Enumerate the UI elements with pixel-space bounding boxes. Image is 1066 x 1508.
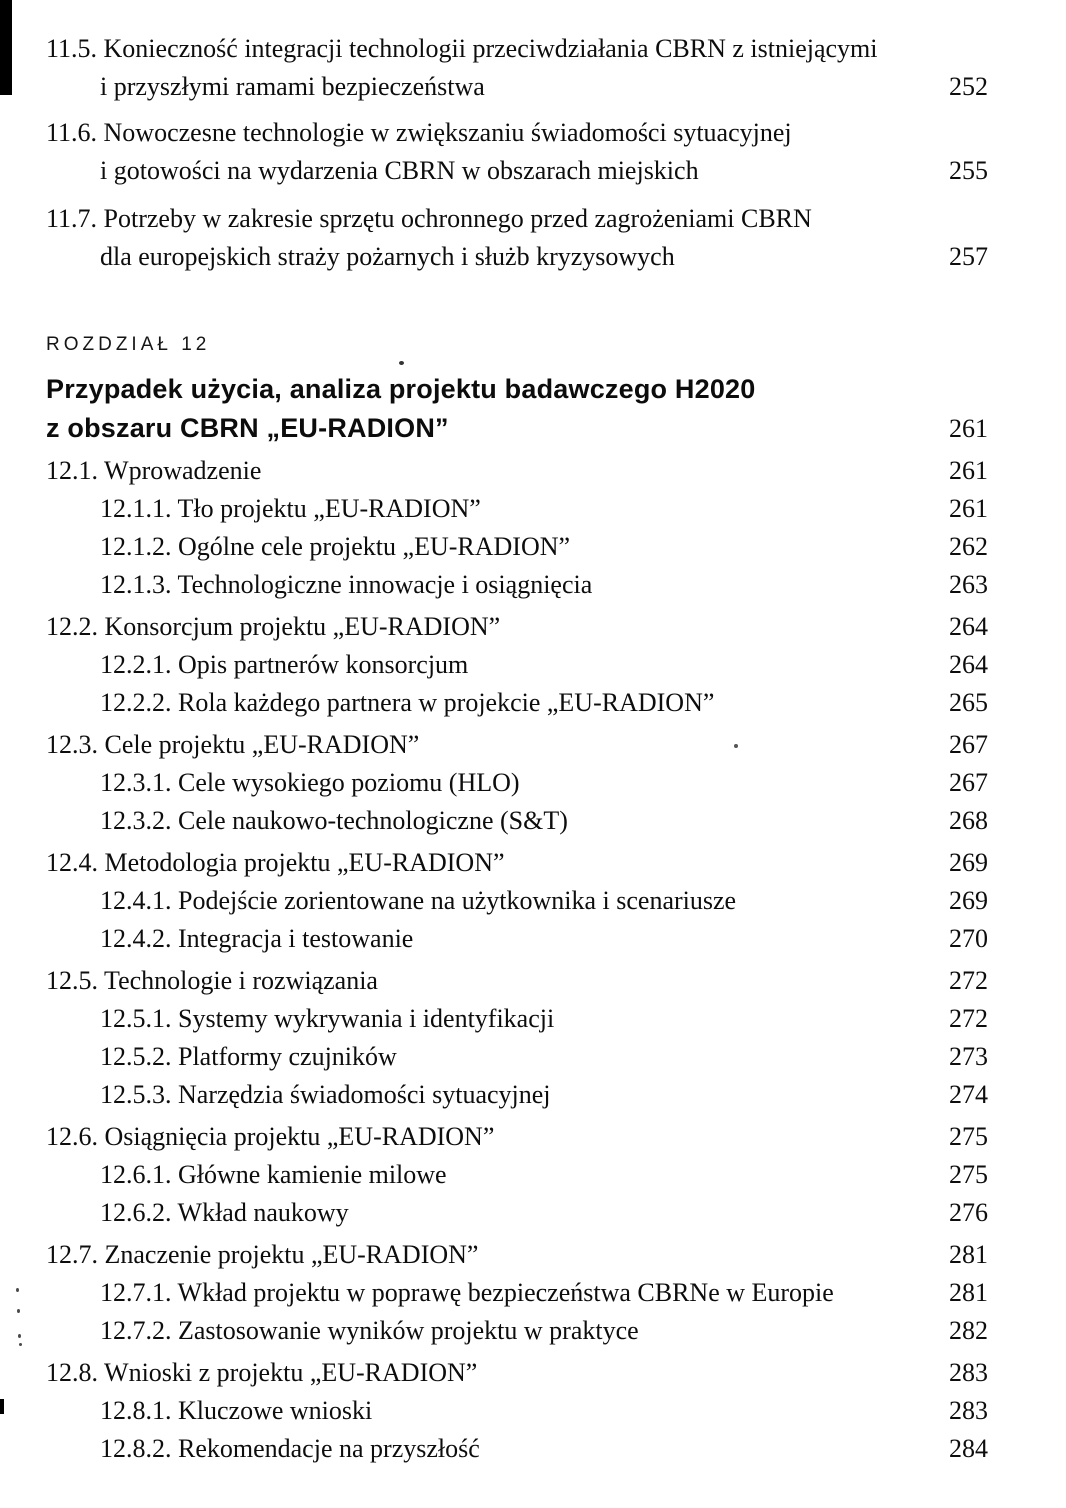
toc-entry-page: 263 (949, 570, 988, 599)
toc-entry-12-1-2 (46, 528, 988, 566)
scan-artifact-bar-top-left (0, 0, 12, 95)
scan-speck (17, 1309, 20, 1313)
toc-entry-text: 12.8.2. Rekomendacje na przyszłość (100, 1434, 480, 1463)
toc-entry-text: 12.6.1. Główne kamienie milowe (100, 1160, 447, 1189)
toc-entry-page: 269 (949, 886, 988, 915)
toc-entry-12-4-1 (46, 882, 988, 920)
toc-entry-page: 261 (949, 456, 988, 485)
toc-entry-11-7 (46, 200, 988, 276)
toc-entry-page: 270 (949, 924, 988, 953)
toc-entry-page: 283 (949, 1396, 988, 1425)
chapter-label: ROZDZIAŁ 12 (46, 334, 211, 355)
toc-entry-12-7-1 (46, 1274, 988, 1312)
toc-entry-page: 255 (949, 156, 988, 185)
toc-entry-text: 12.1.1. Tło projektu „EU-RADION” (100, 494, 481, 523)
toc-entry-12-3-1 (46, 764, 988, 802)
toc-entry-page: 283 (949, 1358, 988, 1387)
toc-entry-page: 274 (949, 1080, 988, 1109)
toc-entry-page: 275 (949, 1160, 988, 1189)
toc-entry-page: 282 (949, 1316, 988, 1345)
toc-entry-12-1-1 (46, 490, 988, 528)
toc-entry-page: 273 (949, 1042, 988, 1071)
toc-entry-12-2 (46, 608, 988, 646)
toc-entry-text: 12.3. Cele projektu „EU-RADION” (46, 730, 420, 759)
toc-entry-text: 12.8.1. Kluczowe wnioski (100, 1396, 373, 1425)
toc-entry-text: 12.8. Wnioski z projektu „EU-RADION” (46, 1358, 478, 1387)
toc-entry-text: 12.2. Konsorcjum projektu „EU-RADION” (46, 612, 501, 641)
toc-entry-text (46, 30, 932, 106)
toc-entry-text: 12.6. Osiągnięcia projektu „EU-RADION” (46, 1122, 495, 1151)
toc-entry-12-1-3 (46, 566, 988, 604)
toc-entry-text: 12.5. Technologie i rozwiązania (46, 966, 378, 995)
toc-entry-12-8-2 (46, 1430, 988, 1468)
toc-entry-text: 12.5.1. Systemy wykrywania i identyfikacji (100, 1004, 555, 1033)
toc-entry-page: 268 (949, 806, 988, 835)
toc-entry-page: 267 (949, 768, 988, 797)
toc-entry-12-7 (46, 1236, 988, 1274)
toc-entry-text: 12.1.2. Ogólne cele projektu „EU-RADION” (100, 532, 571, 561)
toc-entry-text: 12.2.2. Rola każdego partnera w projekcie „EU-RADION” (100, 688, 715, 717)
toc-entry-11-6 (46, 114, 988, 190)
toc-entry-page: 269 (949, 848, 988, 877)
toc-entry-11-5 (46, 30, 988, 106)
toc-entry-line2: i przyszłymi ramami bezpieczeństwa (100, 72, 485, 101)
toc-entry-text: 12.5.2. Platformy czujników (100, 1042, 397, 1071)
toc-entry-12-8 (46, 1354, 988, 1392)
toc-entry-12-6 (46, 1118, 988, 1156)
toc-entry-line2: i gotowości na wydarzenia CBRN w obszarach miejskich (100, 156, 699, 185)
toc-entry-page: 284 (949, 1434, 988, 1463)
toc-entry-text: 12.3.1. Cele wysokiego poziomu (HLO) (100, 768, 520, 797)
toc-entry-12-2-1 (46, 646, 988, 684)
toc-entry-text: 12.4. Metodologia projektu „EU-RADION” (46, 848, 505, 877)
toc-entry-line1: 11.6. Nowoczesne technologie w zwiększaniu świadomości sytuacyjnej (46, 118, 792, 147)
toc-entry-12-3 (46, 726, 988, 764)
toc-entry-12-6-1 (46, 1156, 988, 1194)
toc-entry-text: 12.2.1. Opis partnerów konsorcjum (100, 650, 469, 679)
chapter-title-line2: z obszaru CBRN „EU-RADION” (46, 413, 449, 443)
toc-entry-page: 276 (949, 1198, 988, 1227)
toc-entry-page: 261 (949, 494, 988, 523)
toc-entry-text: 12.7.2. Zastosowanie wyników projektu w praktyce (100, 1316, 639, 1345)
toc-entry-text: 12.7.1. Wkład projektu w poprawę bezpieczeństwa CBRNe w Europie (100, 1278, 834, 1307)
toc-entry-12-6-2 (46, 1194, 988, 1232)
toc-entry-text (46, 114, 932, 190)
toc-entry-page: 281 (949, 1278, 988, 1307)
chapter-title-row (46, 370, 988, 448)
toc-entry-text: 12.5.3. Narzędzia świadomości sytuacyjnej (100, 1080, 551, 1109)
toc-entry-page: 281 (949, 1240, 988, 1269)
toc-entry-12-3-2 (46, 802, 988, 840)
scan-speck (19, 1343, 22, 1346)
toc-entry-12-5-2 (46, 1038, 988, 1076)
toc-entry-line2: dla europejskich straży pożarnych i służb kryzysowych (100, 242, 675, 271)
scan-speck (18, 1334, 21, 1338)
toc-content (46, 30, 1027, 1468)
toc-entry-page: 267 (949, 730, 988, 759)
scan-speck (16, 1288, 19, 1292)
scan-artifact-bar-bottom-left (0, 1399, 4, 1414)
toc-entry-page: 272 (949, 1004, 988, 1033)
toc-entry-12-7-2 (46, 1312, 988, 1350)
toc-entry-page: 257 (949, 242, 988, 271)
toc-entry-12-5-1 (46, 1000, 988, 1038)
toc-entry-page: 264 (949, 612, 988, 641)
toc-entry-page: 275 (949, 1122, 988, 1151)
toc-entry-page: 272 (949, 966, 988, 995)
toc-entry-12-4 (46, 844, 988, 882)
toc-entry-page: 262 (949, 532, 988, 561)
toc-entry-text: 12.1. Wprowadzenie (46, 456, 262, 485)
toc-entry-text: 12.4.1. Podejście zorientowane na użytkownika i scenariusze (100, 886, 737, 915)
toc-entry-12-1 (46, 452, 988, 490)
toc-entry-text: 12.7. Znaczenie projektu „EU-RADION” (46, 1240, 479, 1269)
toc-entry-12-5-3 (46, 1076, 988, 1114)
toc-entry-text: 12.4.2. Integracja i testowanie (100, 924, 414, 953)
toc-entry-text: 12.1.3. Technologiczne innowacje i osiągnięcia (100, 570, 593, 599)
chapter-title-line1: Przypadek użycia, analiza projektu badawczego H2020 (46, 374, 756, 404)
toc-entry-12-2-2 (46, 684, 988, 722)
toc-entry-text: 12.3.2. Cele naukowo-technologiczne (S&T) (100, 806, 568, 835)
toc-entry-page: 252 (949, 72, 988, 101)
toc-entry-line1: 11.5. Konieczność integracji technologii przeciwdziałania CBRN z istniejącymi (46, 34, 878, 63)
toc-entry-page: 265 (949, 688, 988, 717)
toc-entry-12-8-1 (46, 1392, 988, 1430)
toc-entry-text: 12.6.2. Wkład naukowy (100, 1198, 349, 1227)
toc-entry-line1: 11.7. Potrzeby w zakresie sprzętu ochronnego przed zagrożeniami CBRN (46, 204, 812, 233)
toc-entry-page: 264 (949, 650, 988, 679)
toc-entry-text (46, 200, 932, 276)
chapter-page: 261 (949, 414, 988, 443)
toc-entry-12-5 (46, 962, 988, 1000)
chapter-title (46, 370, 932, 448)
toc-entry-12-4-2 (46, 920, 988, 958)
